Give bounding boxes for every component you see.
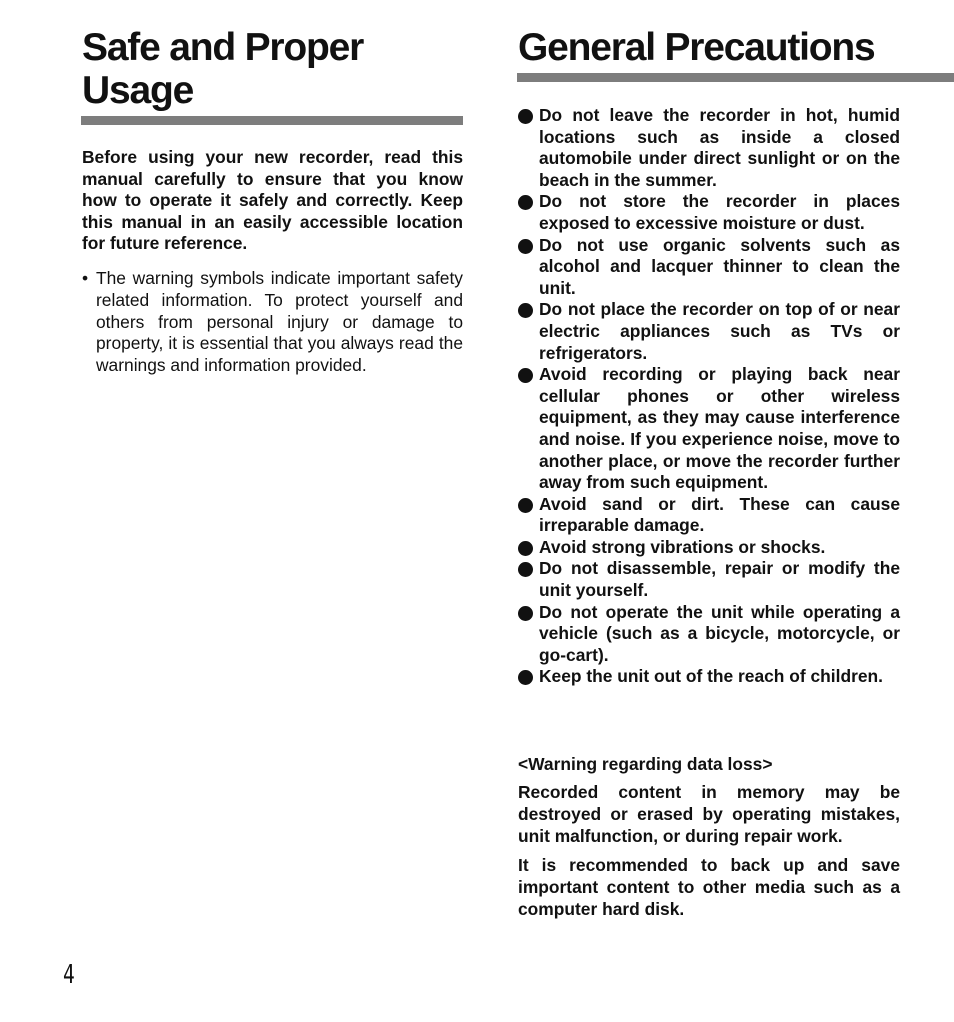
- section-title-general-precautions: General Precautions: [518, 26, 875, 69]
- precaution-item: [518, 537, 900, 559]
- filled-circle-bullet-icon: [518, 670, 533, 685]
- precaution-text: Avoid sand or dirt. These can cause irreparable damage.: [539, 493, 900, 536]
- precaution-text: Do not disassemble, repair or modify the unit yourself.: [539, 558, 900, 601]
- filled-circle-bullet-icon: [518, 239, 533, 254]
- backup-recommendation-paragraph: It is recommended to back up and save important content to other media such as a computer hard disk.: [518, 855, 900, 919]
- intro-paragraph: Before using your new recorder, read this manual carefully to ensure that you know how to operate it safely and correctly. Keep this manual in an easily accessible location for future reference.: [82, 147, 463, 254]
- precaution-item: [518, 105, 900, 191]
- precaution-item: [518, 494, 900, 537]
- filled-circle-bullet-icon: [518, 303, 533, 318]
- filled-circle-bullet-icon: [518, 368, 533, 383]
- precaution-item: [518, 364, 900, 494]
- warning-symbols-note: [82, 268, 463, 377]
- bullet-icon: •: [82, 268, 89, 288]
- note-text: The warning symbols indicate important safety related information. To protect yourself and others from personal injury or damage to property, it is essential that you always read the warnings and information provided.: [96, 268, 463, 376]
- filled-circle-bullet-icon: [518, 195, 533, 210]
- precaution-item: [518, 602, 900, 667]
- precaution-text: Do not store the recorder in places exposed to excessive moisture or dust.: [539, 191, 900, 233]
- precaution-item: [518, 666, 900, 688]
- filled-circle-bullet-icon: [518, 109, 533, 124]
- precaution-text: Do not leave the recorder in hot, humid locations such as inside a closed automobile under direct sunlight or on the beach in the summer.: [539, 105, 900, 190]
- precaution-item: [518, 235, 900, 300]
- precaution-text: Do not place the recorder on top of or near electric appliances such as TVs or refrigerators.: [539, 299, 900, 363]
- precaution-text: Do not operate the unit while operating a vehicle (such as a bicycle, motorcycle, or go-cart).: [539, 601, 900, 665]
- section-title-safe-usage: Safe and Proper Usage: [82, 26, 364, 112]
- filled-circle-bullet-icon: [518, 541, 533, 556]
- precaution-item: [518, 191, 900, 234]
- filled-circle-bullet-icon: [518, 562, 533, 577]
- filled-circle-bullet-icon: [518, 498, 533, 513]
- data-loss-warning-heading: <Warning regarding data loss>: [518, 754, 773, 774]
- precaution-text: Avoid strong vibrations or shocks.: [539, 536, 826, 557]
- precaution-item: [518, 558, 900, 601]
- data-loss-warning-paragraph: Recorded content in memory may be destroyed or erased by operating mistakes, unit malfunction, or during repair work.: [518, 782, 900, 846]
- precaution-text: Avoid recording or playing back near cellular phones or other wireless equipment, as they may cause interference and noise. If you experience noise, move to another place, or move the recorder further away from such equipment.: [539, 364, 900, 493]
- precautions-list: [518, 105, 900, 688]
- title-underline-right: [517, 73, 954, 82]
- title-underline-left: [81, 116, 463, 125]
- filled-circle-bullet-icon: [518, 606, 533, 621]
- precaution-item: [518, 299, 900, 364]
- precaution-text: Keep the unit out of the reach of children.: [539, 666, 883, 687]
- precaution-text: Do not use organic solvents such as alcohol and lacquer thinner to clean the unit.: [539, 234, 900, 298]
- page-number: 4: [63, 960, 75, 990]
